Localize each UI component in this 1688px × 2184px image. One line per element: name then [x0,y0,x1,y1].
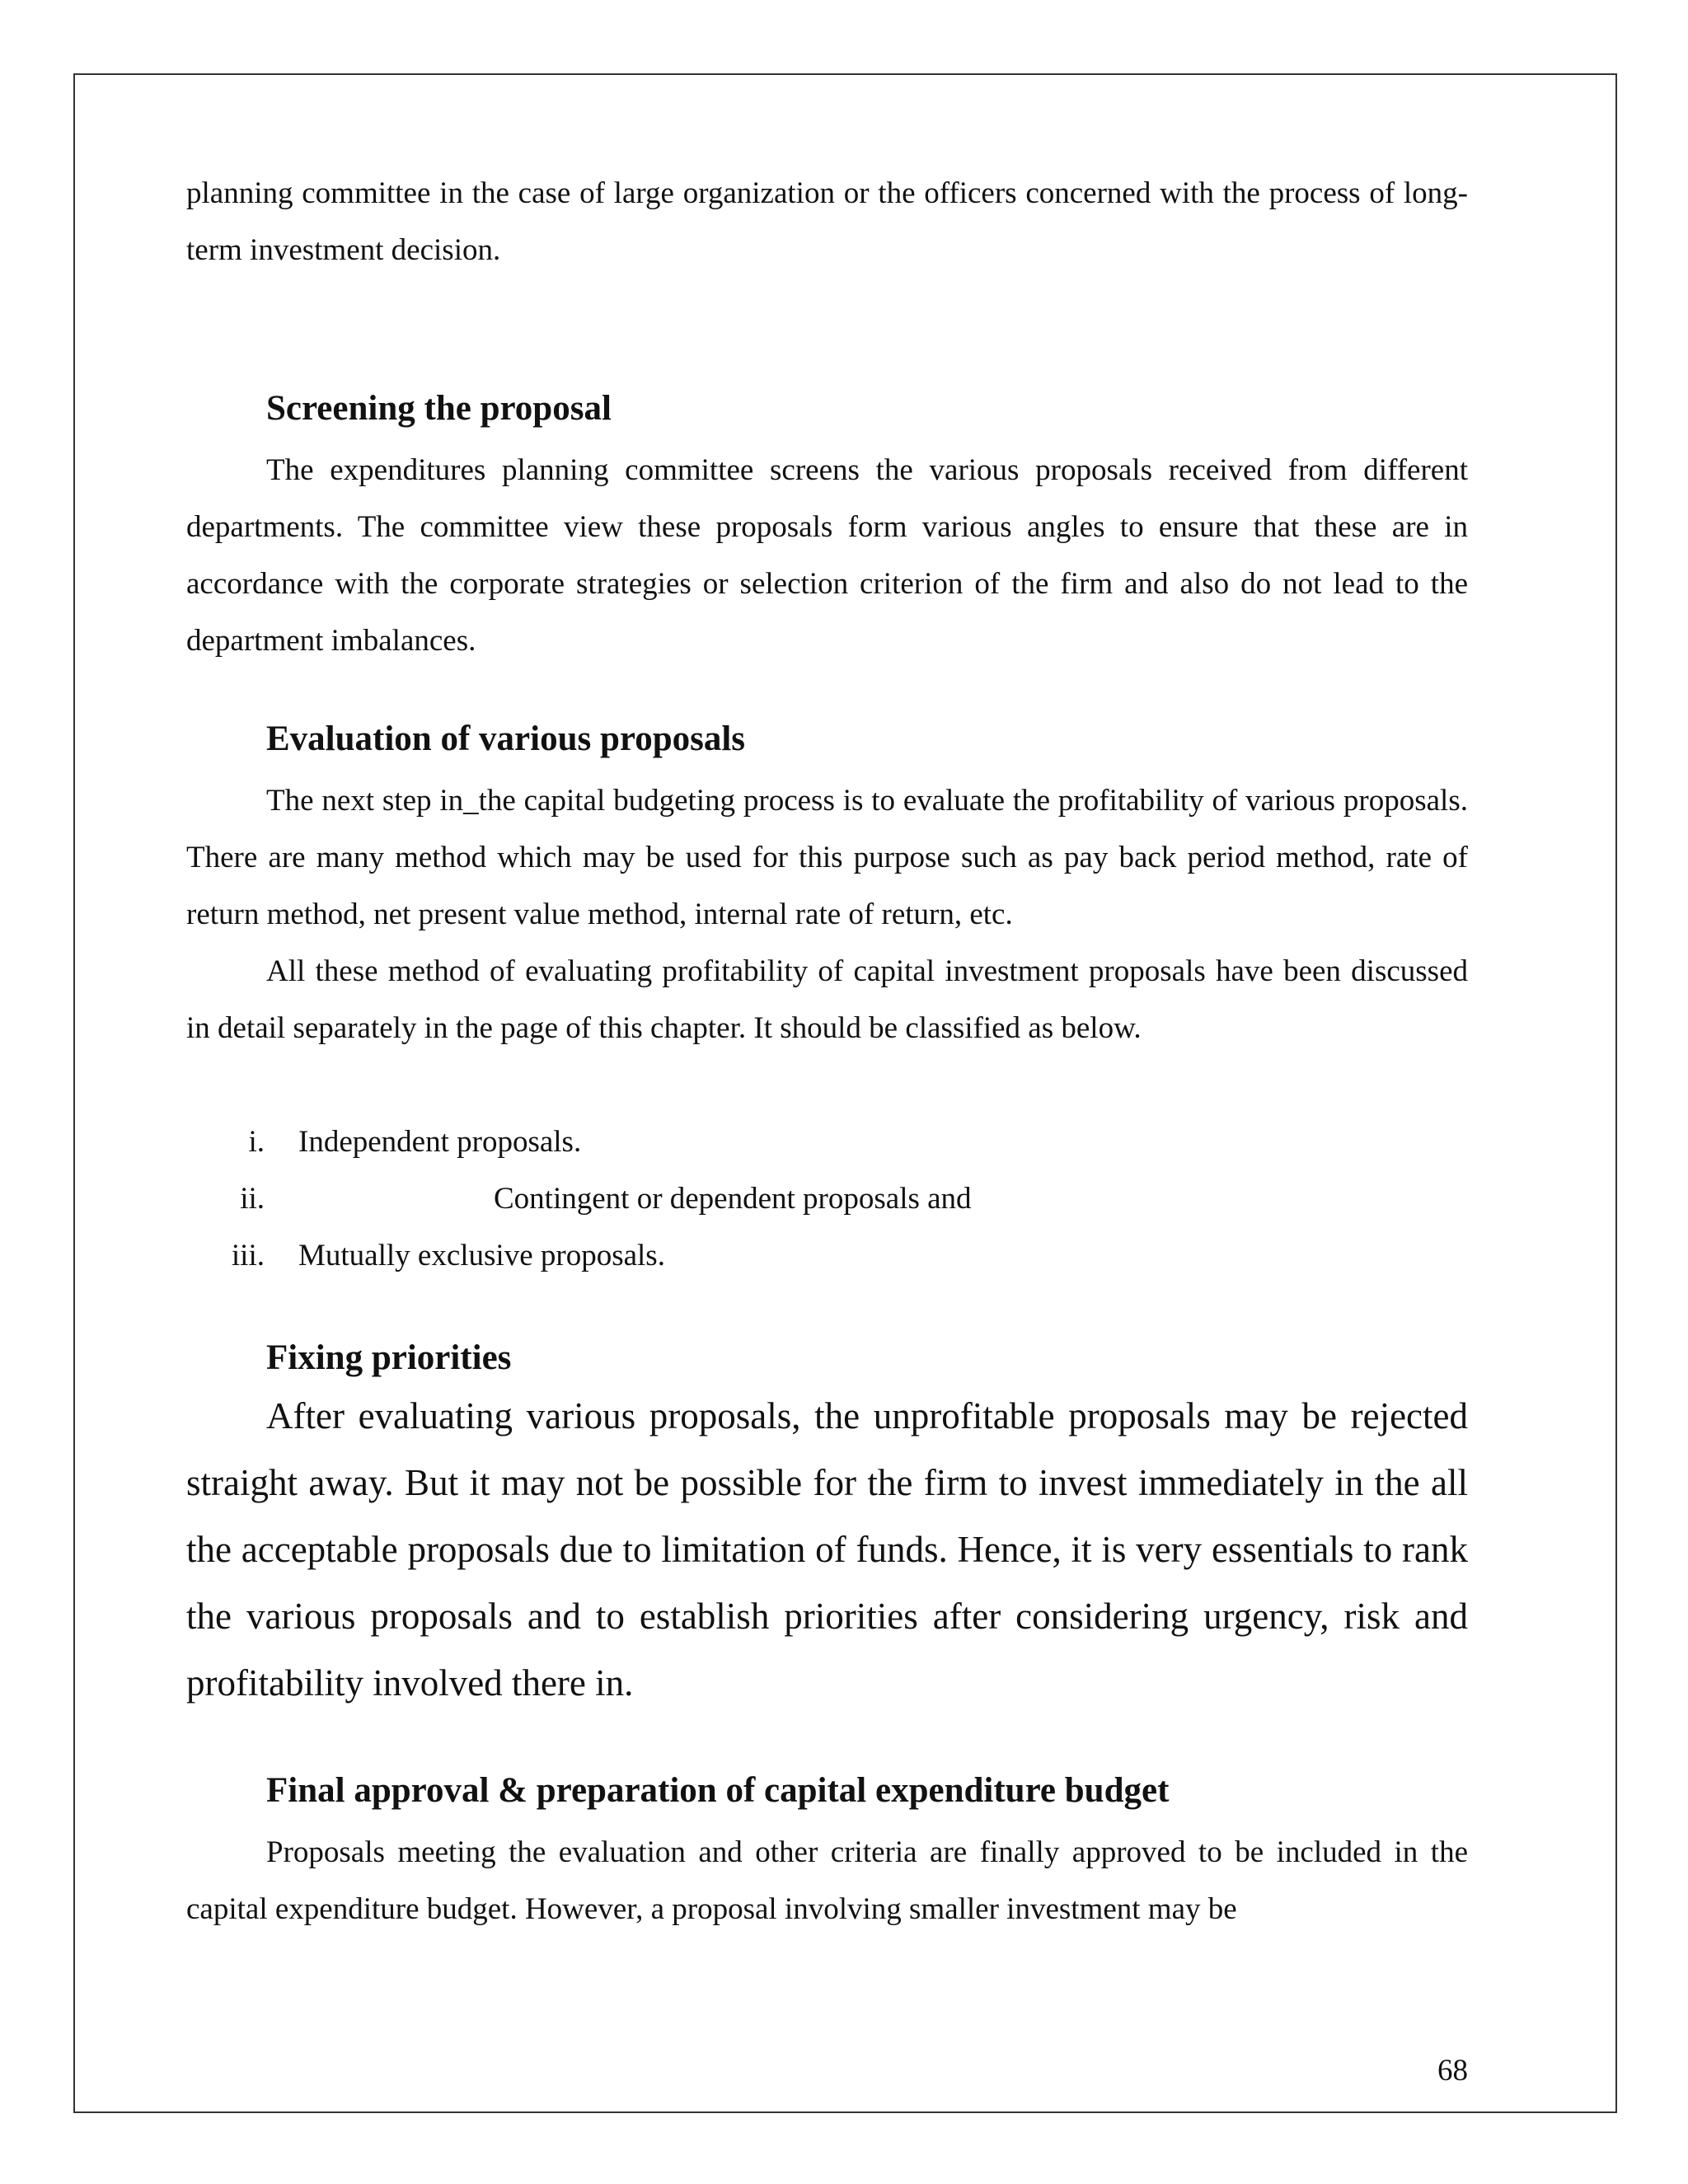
list-item-number: iii. [231,1239,265,1272]
priorities-heading: Fixing priorities [266,1338,512,1377]
list-item [186,1170,1468,1227]
list-item [186,1227,1468,1284]
evaluation-paragraph-2: All these method of evaluating profitability of capital investment proposals have been discussed in detail separately in the page of this chapter. It should be classified as below. [186,954,1468,1045]
list-item-number: i. [248,1125,265,1159]
page-number: 68 [1437,2054,1468,2088]
screening-paragraph: The expenditures planning committee screens the various proposals received from different departments. The committee view these proposals form various angles to ensure that these are in accordance with the corporate strategies or selection criterion of the firm and also do not lead to the department imbalances. [186,453,1468,658]
priorities-paragraph: After evaluating various proposals, the unprofitable proposals may be rejected straight away. But it may not be possible for the firm to invest immediately in the all the acceptable proposals due to limitation of funds. Hence, it is very essentials to rank the various proposals and to establish priorities after considering urgency, risk and profitability involved there in. [186,1395,1468,1704]
approval-heading: Final approval & preparation of capital expenditure budget [266,1771,1170,1810]
list-item-text: Contingent or dependent proposals and [494,1182,972,1216]
intro-paragraph: planning committee in the case of large organization or the officers concerned with the process of long-term investment decision. [186,176,1468,267]
list-item [186,1113,1468,1170]
list-item-number: ii. [240,1182,265,1216]
evaluation-paragraph-1: The next step in_the capital budgeting process is to evaluate the profitability of various proposals. There are many method which may be used for this purpose such as pay back period method, rate of return method, net present value method, internal rate of return, etc. [186,784,1468,931]
evaluation-heading: Evaluation of various proposals [266,719,746,758]
proposal-types-list [186,1113,1468,1284]
list-item-text: Mutually exclusive proposals. [298,1239,665,1272]
approval-paragraph: Proposals meeting the evaluation and other criteria are finally approved to be included in the capital expenditure budget. However, a proposal involving smaller investment may be [186,1835,1468,1926]
page-content [186,165,1468,1938]
list-item-text: Independent proposals. [298,1125,582,1159]
screening-heading: Screening the proposal [266,389,612,428]
